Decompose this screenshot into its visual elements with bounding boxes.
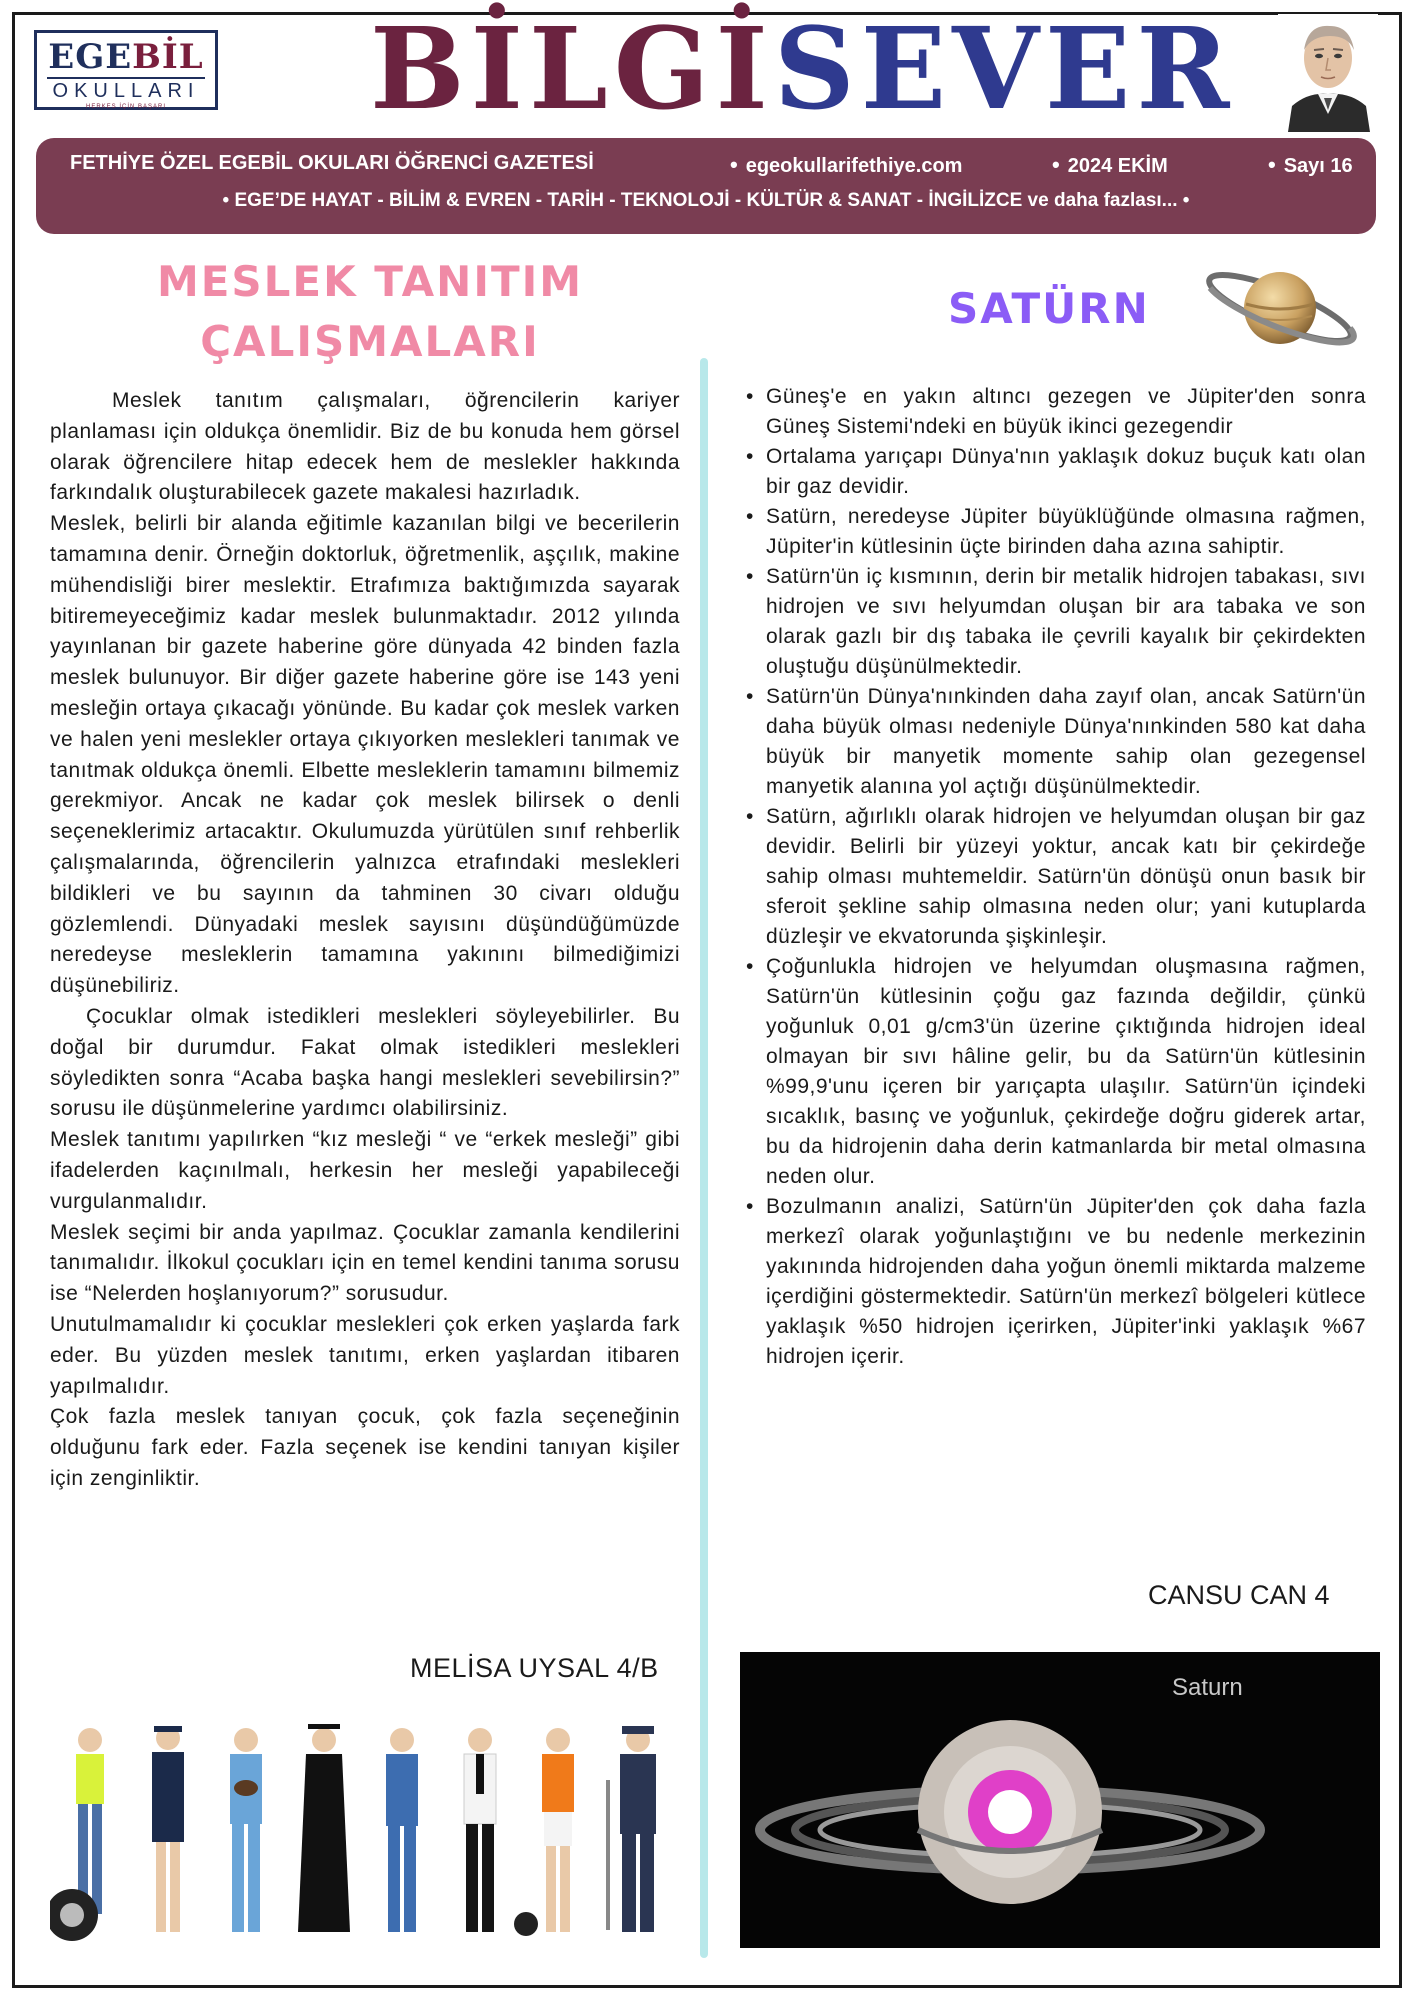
issue-date: • 2024 EKİM xyxy=(1052,152,1168,178)
left-article-heading xyxy=(120,252,620,372)
masthead-part2: SEVER xyxy=(773,4,1236,135)
list-item: • Güneş'e en yakın altıncı gezegen ve Jüpiter'den sonra Güneş Sistemi'ndeki en büyük ikinci gezegendir xyxy=(746,382,1366,442)
person-graduate xyxy=(298,1724,350,1932)
person-surgeon xyxy=(386,1728,418,1932)
left-article-body xyxy=(50,386,680,1495)
person-worker xyxy=(606,1726,656,1932)
diagram-title: Saturn xyxy=(1172,1674,1243,1701)
logo-text-bil: BİL xyxy=(132,37,204,77)
person-officer xyxy=(152,1726,184,1932)
list-item: • Satürn'ün Dünya'nınkinden daha zayıf olan, ancak Satürn'ün daha büyük olması nedeniyle Dünya'nınkinden 580 kat daha büyük bir manyetik momente sahip olan gezegensel manyetik alanına yol açtığı düşünülmektedir. xyxy=(746,682,1366,802)
saturn-cutaway-graphic xyxy=(740,1652,1380,1948)
right-article-heading: SATÜRN xyxy=(948,284,1150,333)
paragraph: Meslek, belirli bir alanda eğitimle kazanılan bilgi ve becerilerin tamamına denir. Örneğin doktorluk, öğretmenlik, aşçılık, makine mühendisliği birer meslektir. Etrafımıza baktığımızda sayarak bitiremeyeceğimiz kadar meslek bulunmaktadır. 2012 yılında yayınlanan bir gazete haberine göre dünyada 42 binden fazla meslek bulunuyor. Bir diğer gazete haberine göre ise 143 yeni mesleğin ortaya çıkacağı yönünde. Bu kadar çok meslek varken ve halen yeni meslekler ortaya çıkıyorken meslekleri tanımak ve tanıtmak oldukça önemli. Elbette mesleklerin tamamını bilmemiz gerekmiyor. Ancak ne kadar çok meslek bilirsek o denli seçeneklerimiz artacaktır. Okulumuzda yürütülen sınıf rehberlik çalışmalarında, öğrencilerin yalnızca etrafındaki meslekleri bildikleri ve bu sayının da tahminen 30 civarı olduğu gözlemlendi. Dünyadaki meslek sayısını düşündüğümüzde neredeyse mesleklerin tamamına yakınını bilmediğimizi düşünebiliriz. xyxy=(50,512,680,998)
issue-number: • Sayı 16 xyxy=(1268,152,1353,178)
paragraph: Meslek seçimi bir anda yapılmaz. Çocuklar zamanla kendilerini tanımalıdır. İlkokul çocukları için en temel kendini tanıma sorusu ise “Nelerden hoşlanıyorum?” sorusudur. xyxy=(50,1220,680,1306)
person-athlete xyxy=(514,1728,574,1936)
paragraph: Unutulmamalıdır ki çocuklar meslekleri çok erken yaşlarda fark eder. Bu yüzden meslek tanıtımı, erken yaşlardan itibaren yapılmalıdır. xyxy=(50,1312,680,1398)
paragraph: Çocuklar olmak istedikleri meslekleri söyleyebilirler. Bu doğal bir durumdur. Fakat olmak istedikleri meslekleri söyledikten sonra “Acaba başka hangi meslekleri sevebilirsin?” sorusu ile düşünmelerine yardımcı olabilirsiniz. xyxy=(50,1004,680,1121)
person-mechanic xyxy=(50,1728,104,1941)
column-divider xyxy=(700,358,708,1958)
masthead-part1: BİLGİ xyxy=(370,4,774,135)
list-item: • Çoğunlukla hidrojen ve helyumdan oluşmasına rağmen, Satürn'ün kütlesinin çoğu gaz fazında değildir, çünkü yoğunluk 0,01 g/cm3'ün üzerine çıktığında hidrojen ideal olmayan bir sıvı hâline gelir, bu da Satürn'ün kütlesinin %99,9'unu içeren bir yarıçapta ulaşılır. Satürn'ün içindeki sıcaklık, basınç ve yoğunluk, çekirdeğe doğru giderek artar, bu da hidrojenin daha derin katmanlarda bir metal olmasına neden olur. xyxy=(746,952,1366,1192)
heading-line-2: ÇALIŞMALARI xyxy=(200,317,540,366)
right-article-author: CANSU CAN 4 xyxy=(1148,1580,1330,1610)
school-logo xyxy=(34,30,218,110)
left-article-author: MELİSA UYSAL 4/B xyxy=(410,1653,659,1683)
list-item: • Satürn, ağırlıklı olarak hidrojen ve helyumdan oluşan bir gaz devidir. Belirli bir yüzeyi yoktur, ancak katı bir çekirdeğe sahip olması muhtemeldir. Satürn'ün dönüşü onun basık bir sferoit şekline sahip olmasına neden olur; yani kutuplarda düzleşir ve ekvatorunda şişkinleşir. xyxy=(746,802,1366,952)
logo-text-ege: EGE xyxy=(48,37,133,77)
logo-text-okullari: OKULLARI xyxy=(47,77,205,103)
paragraph: Meslek tanıtım çalışmaları, öğrencilerin kariyer planlaması için oldukça önemlidir. Biz de bu konuda hem görsel olarak öğrencilere hitap edecek hem de meslekler hakkında farkındalık oluşturabilecek gazete makalesi hazırladık. xyxy=(50,389,680,505)
person-veterinarian xyxy=(230,1728,262,1932)
heading-line-1: MESLEK TANITIM xyxy=(156,257,584,306)
website-link[interactable]: • egeokullarifethiye.com xyxy=(730,152,962,178)
topics-line: • EGE’DE HAYAT - BİLİM & EVREN - TARİH - TEKNOLOJİ - KÜLTÜR & SANAT - İNGİLİZCE ve daha fazlası... • xyxy=(222,190,1190,211)
list-item: • Satürn'ün iç kısmının, derin bir metalik hidrojen tabakası, sıvı hidrojen ve sıvı helyumdan oluşan bir ara tabaka ve son olarak gazlı bir dış tabaka ile çevrili kayalık bir çekirdekten oluştuğu düşünülmektedir. xyxy=(746,562,1366,682)
header-banner xyxy=(36,138,1376,234)
professions-people-image xyxy=(50,1710,690,1950)
saturn-planet-icon xyxy=(1200,258,1360,358)
portrait-image xyxy=(1278,14,1378,132)
list-item: • Ortalama yarıçapı Dünya'nın yaklaşık dokuz buçuk katı olan bir gaz devidir. xyxy=(746,442,1366,502)
person-pilot xyxy=(464,1728,496,1932)
newspaper-subtitle: FETHİYE ÖZEL EGEBİL OKULARI ÖĞRENCİ GAZETESİ xyxy=(70,152,594,174)
newspaper-masthead xyxy=(370,4,1236,135)
saturn-structure-diagram xyxy=(740,1652,1380,1948)
paragraph: Çok fazla meslek tanıyan çocuk, çok fazla seçeneğinin olduğunu fark eder. Fazla seçenek ise kendini tanıyan kişiler için zenginliktir. xyxy=(50,1405,680,1490)
list-item: • Bozulmanın analizi, Satürn'ün Jüpiter'den çok daha fazla merkezî olarak yoğunlaştığını ve bu nedenle merkezinin yakınında hidrojenden daha yoğun önemli miktarda malzeme içerdiğini göstermektedir. Satürn'ün merkezî bölgeleri kütlece yaklaşık %50 hidrojen içerirken, Jüpiter'inki yaklaşık %67 hidrojen içerir. xyxy=(746,1192,1366,1372)
logo-slogan: HERKES İÇİN BAŞARI xyxy=(85,104,166,110)
saturn-facts-list xyxy=(746,382,1366,1372)
paragraph: Meslek tanıtımı yapılırken “kız mesleği “ ve “erkek mesleği” gibi ifadelerden kaçınılmalı, herkesin her mesleği yapabileceği vurgulanmalıdır. xyxy=(50,1128,680,1213)
list-item: • Satürn, neredeyse Jüpiter büyüklüğünde olmasına rağmen, Jüpiter'in kütlesinin üçte birinden daha azına sahiptir. xyxy=(746,502,1366,562)
